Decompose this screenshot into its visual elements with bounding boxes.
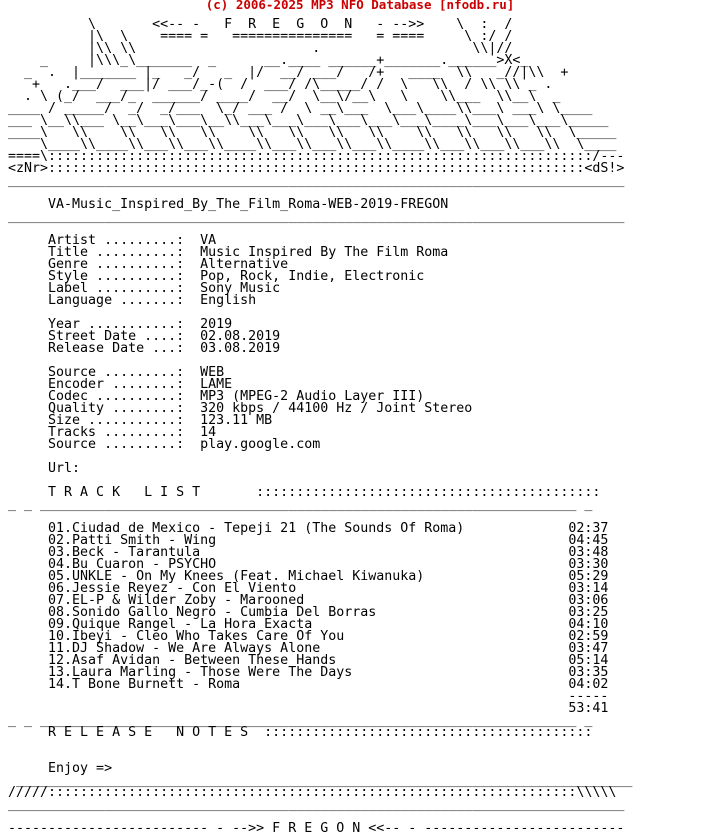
nfo-text-block: \ <<-- - F R E G O N - -->> \ : / |\ \ ==== = =============== = ==== \ :/ / |\\ \\ . \\|// _ |\\\_\_______ _ __.____ ______+_______.______>X<_ _ . |_______ |_ _/ _ |/ __/ ___/ /+ ____ \\ _//|\\ + + .___/ ___|/ ___/_-( / ___/ /\_____/ / \ \\ / \\ \\ _ . . \ (_/ ___/_ ______/ ____/ __/ \__\/__\ \ \\___ \\__\ _ ____ / _____/ _/ _/___ \_/ ___ / \ __\___ \___\____\\___\ ___\ \____ ___ \__\\___ \__\___\___\__\\___\___\___\___\___\___\____\___\___\___\_____ ____\ \\ \\ \\ \\ \\ \\ \\ \\ \\ \\ \\ \\ \_____ \____\\____\\___\\___\\____\\___\\___\\___\\____\\___\\___\\___\\ \____ ====\::::::::::::::::::::::::::::::::::::::::::::::::::::::::::::::::::::/--- <zNr>:::::::::::::::::::::::::::::::::::::::::::::::::::::::::::::::::::<dS!> _____________________________________________________________________________ VA-Music_Inspired_By_The_Film_Roma-WEB-2019-FREGON _____________________________________________________________________________ Artist .........: VA Title ..........: Music Inspired By The Film Roma Genre ..........: Alternative Style ..........: Pop, Rock, Indie, Electronic Label ..........: Sony Music Language .......: English Year ...........: 2019 Street Date ....: 02.08.2019 Release Date ...: 03.08.2019 Source .........: WEB Encoder ........: LAME Codec ..........: MP3 (MPEG-2 Audio Layer III) Quality ........: 320 kbps / 44100 Hz / Joint Stereo Size ...........: 123.11 MB Tracks .........: 14 Source .........: play.google.com Url: T R A C K L I S T ::::::::::::::::::::::::::::::::::::::::::: _ _ ___________________________________________________________________ _ 01.Ciudad de Mexico - Tepeji 21 (The Sounds Of Roma) 02:37 02.Patti Smith - Wing 04:45 03.Beck - Tarantula 03:48 04.Bu Cuaron - PSYCHO 03:30 05.UNKLE - On My Knees (Feat. Michael Kiwanuka) 05:29 06.Jessie Reyez - Con El Viento 03:14 07.EL-P & Wilder Zoby - Marooned 03:06 08.Sonido Gallo Negro - Cumbia Del Borras 03:25 09.Quique Rangel - La Hora Exacta 04:10 10.Ibeyi - Cleo Who Takes Care Of You 02:59 11.DJ Shadow - We Are Always Alone 03:47 12.Asaf Avidan - Between These Hands 05:14 13.Laura Marling - Those Were The Days 03:35 14.T Bone Burnett - Roma 04:02 ----- 53:41 _ _ ___________________________________________________________________ _ R E L E A S E N O T E S ::::::::::::::::::::::::::::::::::::::::: Enjoy => _____________________________________________________________________________ /////::::::::::::::::::::::::::::::::::::::::::::::::::::::::::::::::::\\\\\ _____________________________________________________________________________ ------------------------- - -->> F R E G O N <<-- - ------------------------- <box>8 17 633 836</box>
nfodb-header-link[interactable]: (c) 2006-2025 MP3 NFO Database [nfodb.ru] <box>205 0 515 12</box>
